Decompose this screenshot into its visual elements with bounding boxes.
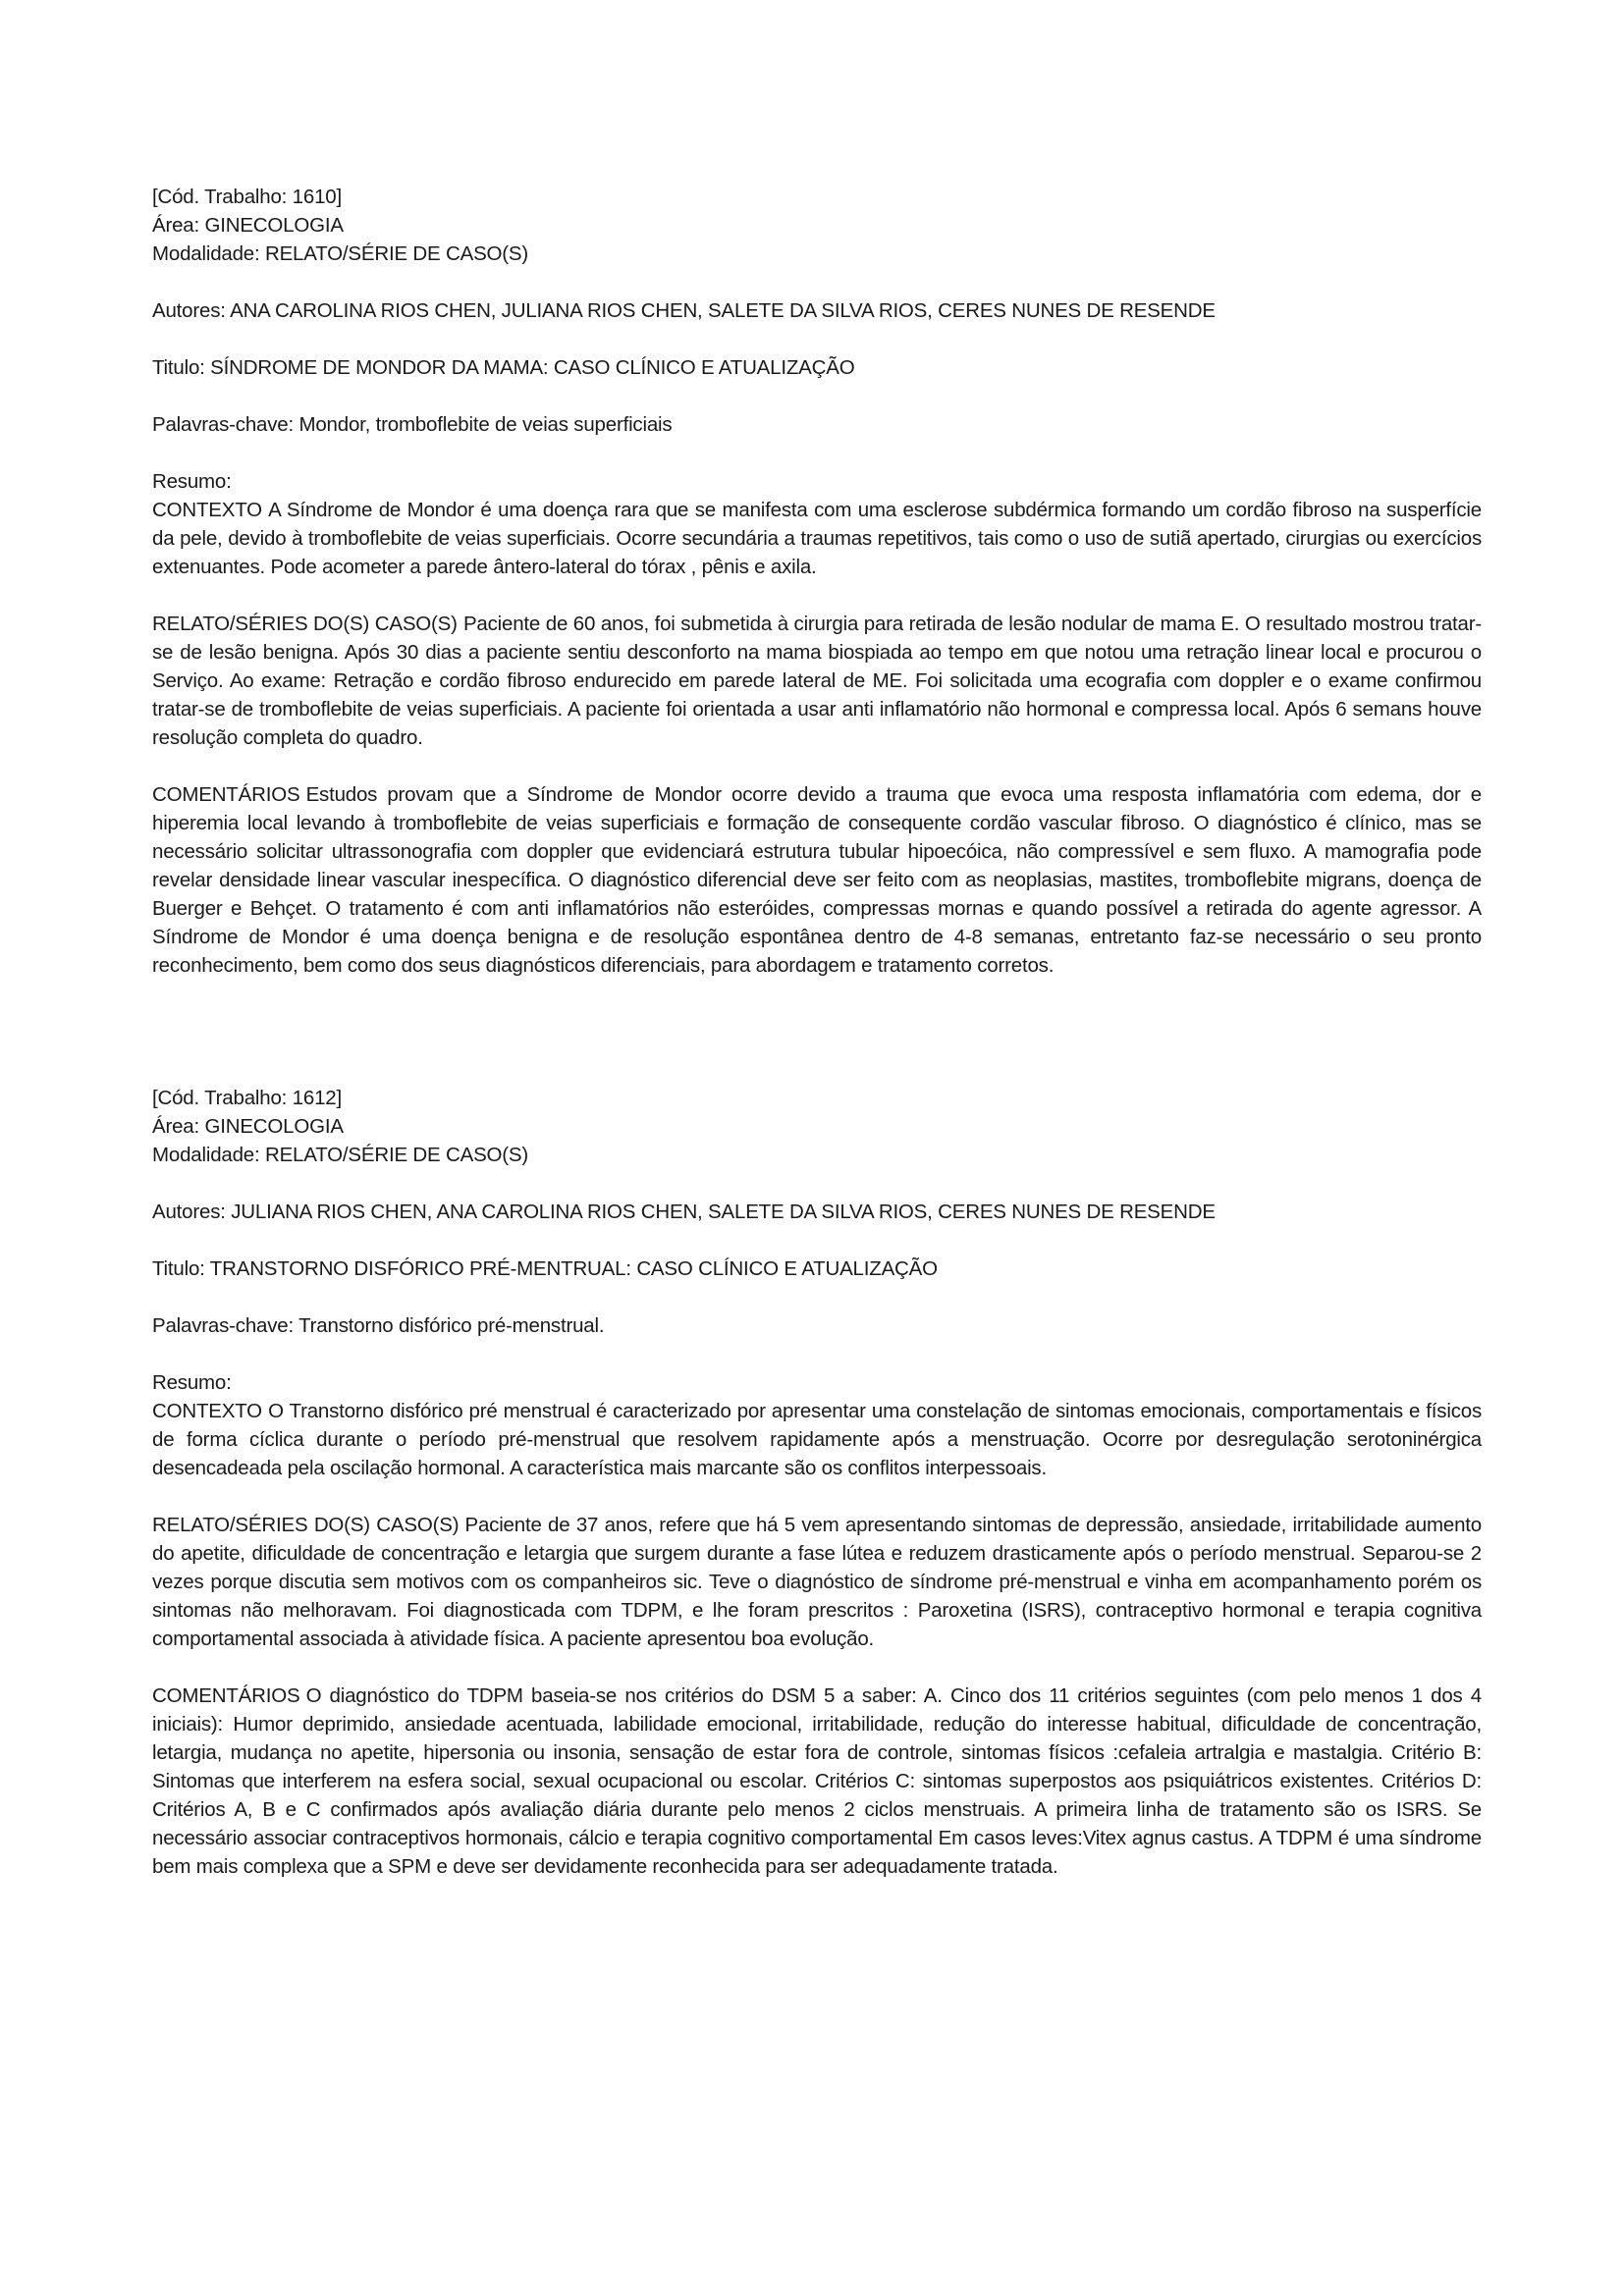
context-text: O Transtorno disfórico pré menstrual é caracterizado por apresentar uma constelação de sintomas emocionais, comportamentais e físicos de forma cíclica durante o período pré-menstrual que resolvem rapidamente após a menstruação. Ocorre por desregulação serotoninérgica desencadeada pela oscilação hormonal. A característica mais marcante são os conflitos interpessoais.: [152, 1400, 1482, 1479]
keywords-line: Palavras-chave: Mondor, tromboflebite de veias superficiais: [152, 413, 673, 436]
work-code: [Cód. Trabalho: 1610]: [152, 186, 342, 208]
comments-text: Estudos provam que a Síndrome de Mondor ocorre devido a trauma que evoca uma resposta inflamatória com edema, dor e hiperemia local levando à tromboflebite de veias superficiais e formação de consequente cordão vascular fibroso. O diagnóstico é clínico, mas se necessário solicitar ultrassonografia com doppler que evidenciará estrutura tubular hipoecóica, não compressível e sem fluxo. A mamografia pode revelar densidade linear vascular inespecífica. O diagnóstico diferencial deve ser feito com as neoplasias, mastites, tromboflebite migrans, doença de Buerger e Behçet. O tratamento é com anti inflamatórios não esteróides, compressas mornas e quando possível a retirada do agente agressor. A Síndrome de Mondor é uma doença benigna e de resolução espontânea dentro de 4-8 semanas, entretanto faz-se necessário o seu pronto reconhecimento, bem como dos seus diagnósticos diferenciais, para abordagem e tratamento corretos.: [152, 783, 1482, 977]
comments-label: COMENTÁRIOS: [152, 783, 300, 806]
case-report-paragraph: [152, 610, 1482, 752]
context-text: A Síndrome de Mondor é uma doença rara que se manifesta com uma esclerose subdérmica formando um cordão fibroso na susperfície da pele, devido à tromboflebite de veias superficiais. Ocorre secundária a traumas repetitivos, tais como o uso de sutiã apertado, cirurgias ou exercícios extenuantes. Pode acometer a parede ântero-lateral do tórax , pênis e axila.: [152, 499, 1482, 578]
case-report-paragraph: [152, 1511, 1482, 1653]
case-report-text: Paciente de 37 anos, refere que há 5 vem apresentando sintomas de depressão, ansiedade, irritabilidade aumento do apetite, dificuldade de concentração e letargia que surgem durante a fase lútea e reduzem drasticamente após o período menstrual. Separou-se 2 vezes porque discutia sem motivos com os companheiros sic. Teve o diagnóstico de síndrome pré-menstrual e vinha em acompanhamento porém os sintomas não melhoravam. Foi diagnosticada com TDPM, e lhe foram prescritos : Paroxetina (ISRS), contraceptivo hormonal e terapia cognitiva comportamental associada à atividade física. A paciente apresentou boa evolução.: [152, 1514, 1482, 1650]
area-line: Área: GINECOLOGIA: [152, 214, 344, 237]
case-report-label: RELATO/SÉRIES DO(S) CASO(S): [152, 1514, 460, 1536]
modality-line: Modalidade: RELATO/SÉRIE DE CASO(S): [152, 242, 529, 265]
context-paragraph: [152, 1397, 1482, 1482]
comments-paragraph: [152, 780, 1482, 980]
area-line: Área: GINECOLOGIA: [152, 1115, 344, 1138]
context-label: CONTEXTO: [152, 499, 262, 521]
modality-line: Modalidade: RELATO/SÉRIE DE CASO(S): [152, 1144, 529, 1166]
comments-paragraph: [152, 1682, 1482, 1881]
keywords-line: Palavras-chave: Transtorno disfórico pré-menstrual.: [152, 1314, 605, 1337]
title-line: Titulo: TRANSTORNO DISFÓRICO PRÉ-MENTRUAL: CASO CLÍNICO E ATUALIZAÇÃO: [152, 1257, 938, 1280]
abstract-1612: [152, 1084, 1482, 1881]
title-line: Titulo: SÍNDROME DE MONDOR DA MAMA: CASO CLÍNICO E ATUALIZAÇÃO: [152, 356, 855, 379]
document-page: [152, 183, 1482, 1881]
summary-label: Resumo:: [152, 470, 232, 493]
context-label: CONTEXTO: [152, 1400, 262, 1422]
authors-line: Autores: ANA CAROLINA RIOS CHEN, JULIANA RIOS CHEN, SALETE DA SILVA RIOS, CERES NUNES DE RESENDE: [152, 299, 1216, 322]
summary-label: Resumo:: [152, 1371, 232, 1394]
case-report-label: RELATO/SÉRIES DO(S) CASO(S): [152, 613, 458, 635]
abstract-1610: [152, 183, 1482, 980]
authors-line: Autores: JULIANA RIOS CHEN, ANA CAROLINA RIOS CHEN, SALETE DA SILVA RIOS, CERES NUNES DE RESENDE: [152, 1201, 1216, 1223]
comments-label: COMENTÁRIOS: [152, 1684, 300, 1707]
case-report-text: Paciente de 60 anos, foi submetida à cirurgia para retirada de lesão nodular de mama E. O resultado mostrou tratar-se de lesão benigna. Após 30 dias a paciente sentiu desconforto na mama biospiada ao tempo em que notou uma retração linear local e procurou o Serviço. Ao exame: Retração e cordão fibroso endurecido em parede lateral de ME. Foi solicitada uma ecografia com doppler e o exame confirmou tratar-se de tromboflebite de veias superficiais. A paciente foi orientada a usar anti inflamatório não hormonal e compressa local. Após 6 semans houve resolução completa do quadro.: [152, 613, 1483, 749]
work-code: [Cód. Trabalho: 1612]: [152, 1087, 342, 1109]
comments-text: O diagnóstico do TDPM baseia-se nos critérios do DSM 5 a saber: A. Cinco dos 11 critérios seguintes (com pelo menos 1 dos 4 iniciais): Humor deprimido, ansiedade acentuada, labilidade emocional, irritabilidade, redução do interesse habitual, dificuldade de concentração, letargia, mudança no apetite, hipersonia ou insonia, sensação de estar fora de controle, sintomas físicos :cefaleia artralgia e mastalgia. Critério B: Sintomas que interferem na esfera social, sexual ocupacional ou escolar. Critérios C: sintomas superpostos aos psiquiátricos existentes. Critérios D: Critérios A, B e C confirmados após avaliação diária durante pelo menos 2 ciclos menstruais. A primeira linha de tratamento são os ISRS. Se necessário associar contraceptivos hormonais, cálcio e terapia cognitivo comportamental Em casos leves:Vitex agnus castus. A TDPM é uma síndrome bem mais complexa que a SPM e deve ser devidamente reconhecida para ser adequadamente tratada.: [152, 1684, 1482, 1878]
context-paragraph: [152, 496, 1482, 581]
